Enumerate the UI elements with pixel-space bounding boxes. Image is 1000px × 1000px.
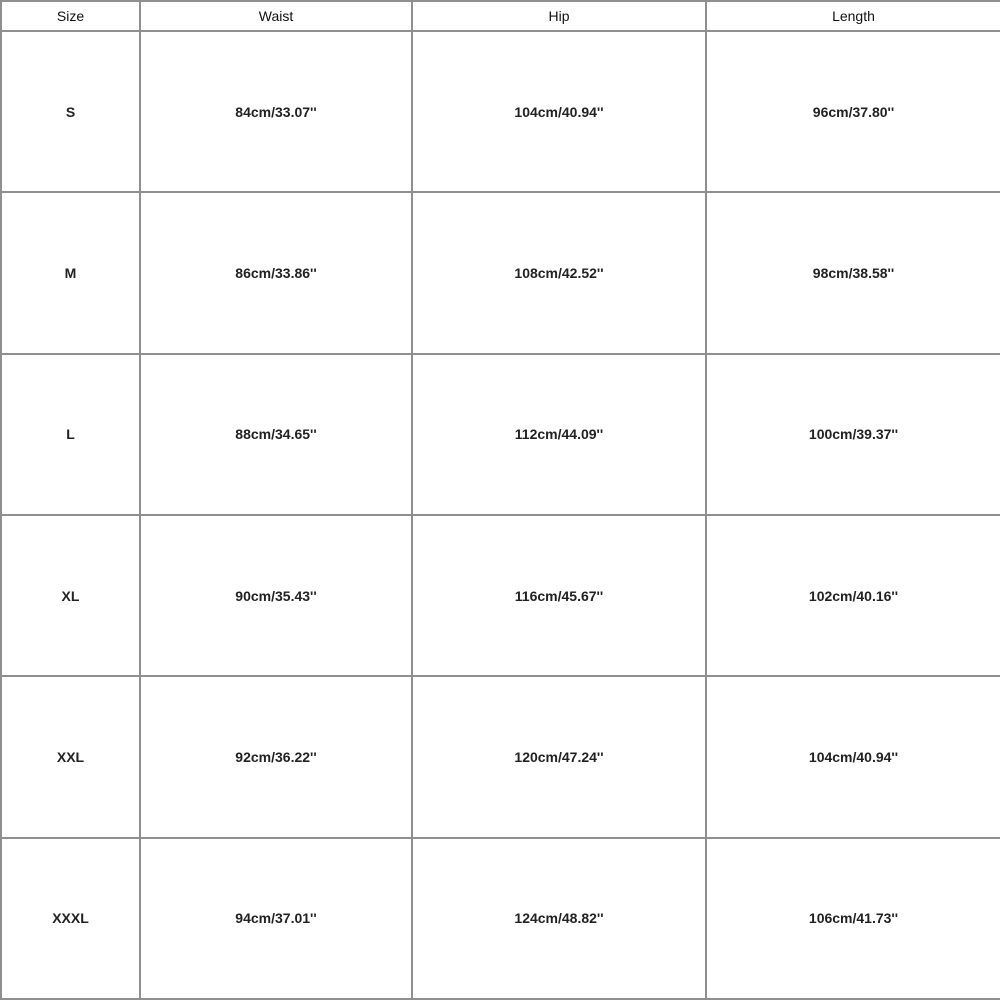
hip-cell: 112cm/44.09'' <box>412 354 706 515</box>
header-length: Length <box>706 1 1000 31</box>
length-cell: 104cm/40.94'' <box>706 676 1000 837</box>
size-cell: M <box>1 192 140 353</box>
waist-cell: 84cm/33.07'' <box>140 31 412 192</box>
header-size: Size <box>1 1 140 31</box>
size-cell: XL <box>1 515 140 676</box>
size-chart-body <box>1 31 1000 999</box>
size-chart-header <box>1 1 1000 31</box>
length-cell: 106cm/41.73'' <box>706 838 1000 999</box>
header-waist: Waist <box>140 1 412 31</box>
table-row <box>1 676 1000 837</box>
waist-cell: 94cm/37.01'' <box>140 838 412 999</box>
length-cell: 102cm/40.16'' <box>706 515 1000 676</box>
waist-cell: 86cm/33.86'' <box>140 192 412 353</box>
size-cell: XXL <box>1 676 140 837</box>
hip-cell: 108cm/42.52'' <box>412 192 706 353</box>
table-row <box>1 354 1000 515</box>
hip-cell: 104cm/40.94'' <box>412 31 706 192</box>
table-row <box>1 838 1000 999</box>
size-cell: L <box>1 354 140 515</box>
size-cell: S <box>1 31 140 192</box>
header-hip: Hip <box>412 1 706 31</box>
hip-cell: 124cm/48.82'' <box>412 838 706 999</box>
table-row <box>1 515 1000 676</box>
header-row <box>1 1 1000 31</box>
length-cell: 100cm/39.37'' <box>706 354 1000 515</box>
length-cell: 96cm/37.80'' <box>706 31 1000 192</box>
table-row <box>1 192 1000 353</box>
hip-cell: 116cm/45.67'' <box>412 515 706 676</box>
waist-cell: 88cm/34.65'' <box>140 354 412 515</box>
hip-cell: 120cm/47.24'' <box>412 676 706 837</box>
size-cell: XXXL <box>1 838 140 999</box>
length-cell: 98cm/38.58'' <box>706 192 1000 353</box>
waist-cell: 90cm/35.43'' <box>140 515 412 676</box>
waist-cell: 92cm/36.22'' <box>140 676 412 837</box>
table-row <box>1 31 1000 192</box>
